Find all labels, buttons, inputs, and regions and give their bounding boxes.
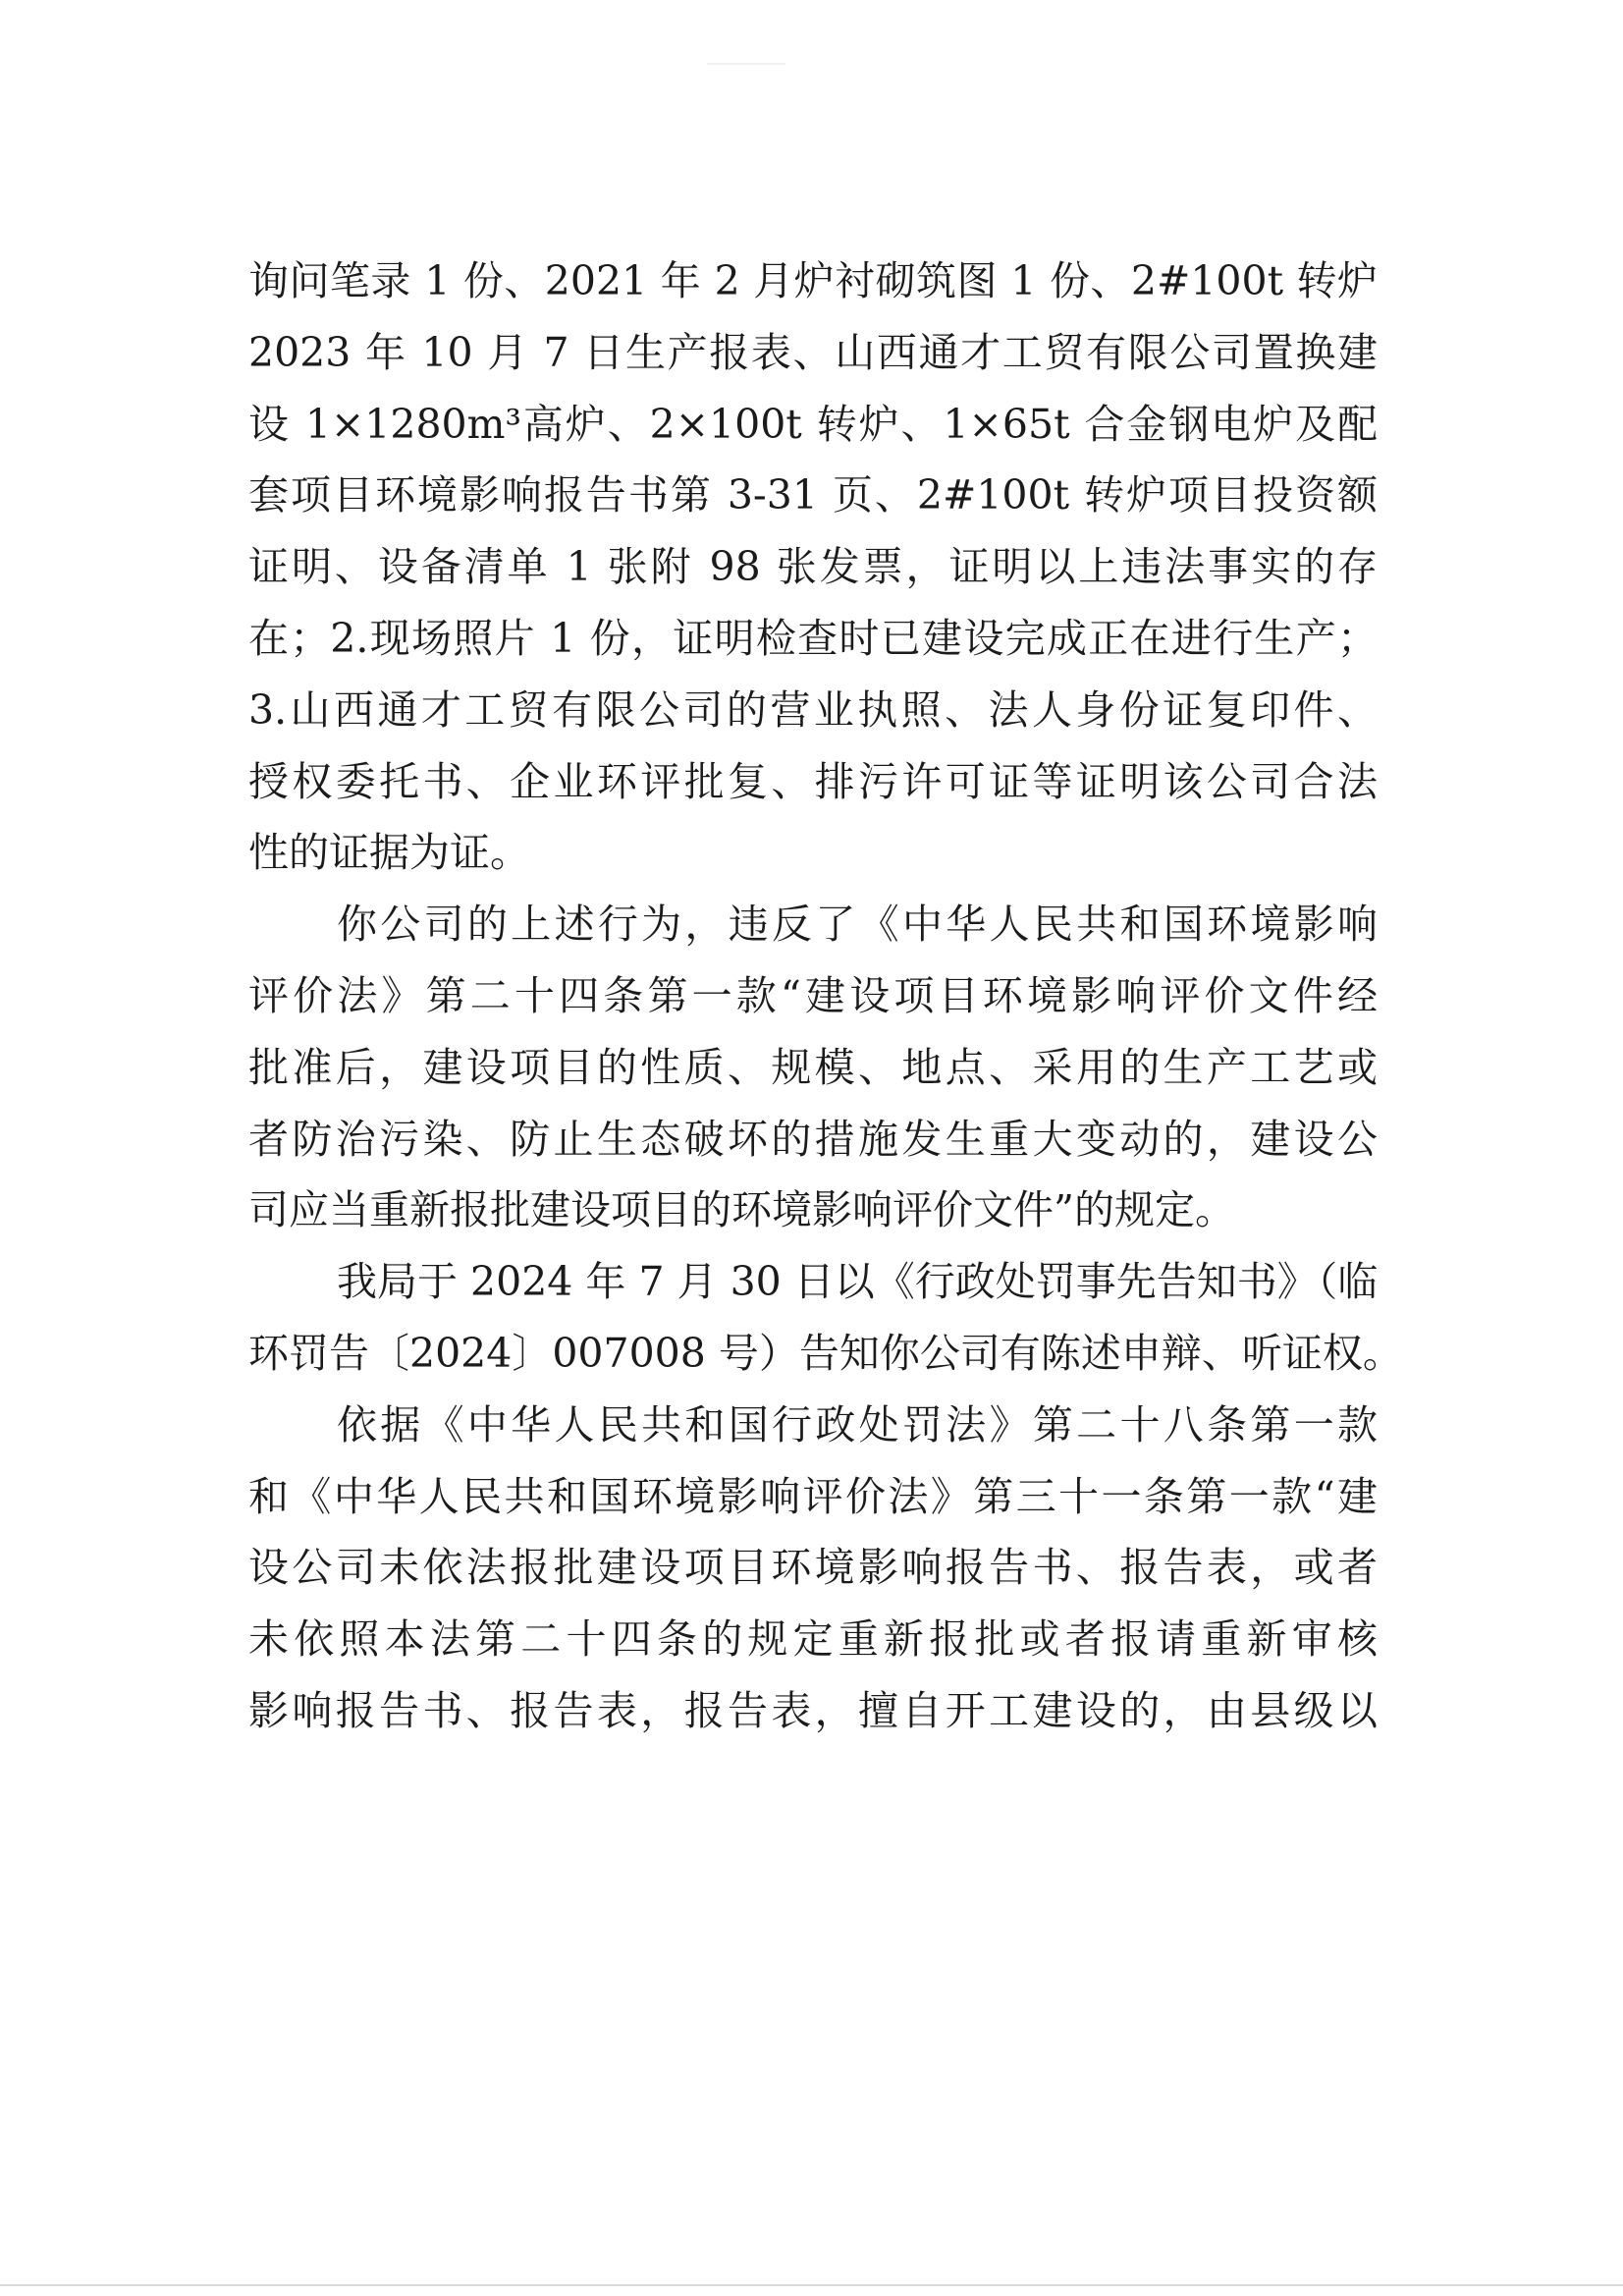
text-line: 我局于 2024 年 7 月 30 日以《行政处罚事先告知书》（临 [337,1258,1379,1306]
page-edge [0,2284,1623,2286]
text-line: 设 1×1280m³高炉、2×100t 转炉、1×65t 合金钢电炉及配 [248,400,1378,448]
text-line: 在；2.现场照片 1 份，证明检查时已建设完成正在进行生产； [248,614,1378,662]
text-line: 2023 年 10 月 7 日生产报表、山西通才工贸有限公司置换建 [248,328,1378,376]
text-line: 者防治污染、防止生态破坏的措施发生重大变动的，建设公 [248,1115,1378,1163]
text-line: 套项目环境影响报告书第 3-31 页、2#100t 转炉项目投资额 [248,471,1378,519]
text-line: 授权委托书、企业环评批复、排污许可证等证明该公司合法 [248,757,1378,805]
text-line: 未依照本法第二十四条的规定重新报批或者报请重新审核 [248,1615,1378,1664]
text-line: 你公司的上述行为，违反了《中华人民共和国环境影响 [337,901,1378,949]
scan-mark [707,63,785,65]
text-line: 证明、设备清单 1 张附 98 张发票，证明以上违法事实的存 [248,543,1378,591]
body-text [248,246,1403,1747]
text-line: 设公司未依法报批建设项目环境影响报告书、报告表，或者 [248,1544,1378,1592]
text-line: 3.山西通才工贸有限公司的营业执照、法人身份证复印件、 [248,685,1378,734]
text-line: 询问笔录 1 份、2021 年 2 月炉衬砌筑图 1 份、2#100t 转炉 [248,257,1378,304]
text-line: 依据《中华人民共和国行政处罚法》第二十八条第一款 [337,1400,1378,1449]
text-line: 性的证据为证。 [248,829,530,877]
text-line: 和《中华人民共和国环境影响评价法》第三十一条第一款“建 [248,1472,1378,1520]
text-line: 司应当重新报批建设项目的环境影响评价文件”的规定。 [248,1186,1235,1234]
text-line: 评价法》第二十四条第一款“建设项目环境影响评价文件经 [248,971,1378,1019]
text-line: 环罚告〔2024〕007008 号）告知你公司有陈述申辩、听证权。 [248,1329,1403,1377]
text-line: 影响报告书、报告表，报告表，擅自开工建设的，由县级以 [248,1686,1378,1734]
text-line: 批准后，建设项目的性质、规模、地点、采用的生产工艺或 [248,1043,1378,1091]
